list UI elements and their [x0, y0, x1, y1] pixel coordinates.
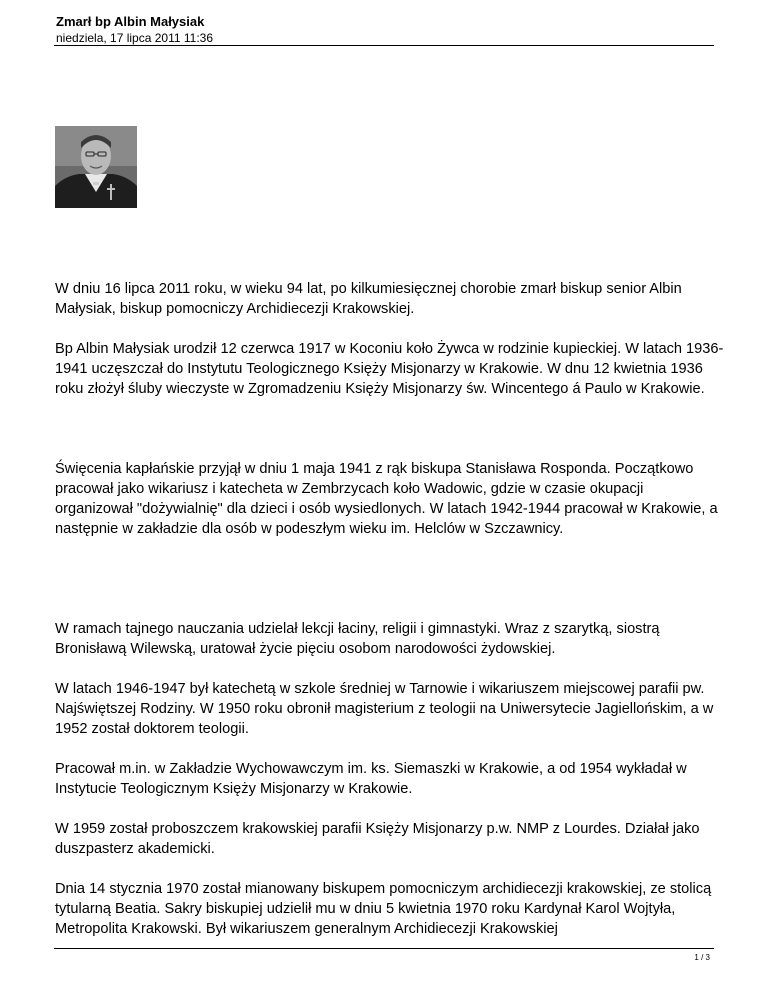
- paragraph-5: W latach 1946-1947 był katechetą w szkole średniej w Tarnowie i wikariuszem miejscowej parafii pw. Najświętszej Rodziny. W 1950 roku obronił magisterium z teologii na Uniwersytecie Jagiellońskim, a w 1952 został doktorem teologii.: [55, 681, 714, 737]
- page-header: [56, 14, 712, 46]
- paragraph-3: Święcenia kapłańskie przyjął w dniu 1 maja 1941 z rąk biskupa Stanisława Rosponda. Początkowo pracował jako wikariusz i katecheta w Zembrzycach koło Wadowic, gdzie w czasie okupacji organizował "dożywialnię" dla dzieci i osób wysiedlonych. W latach 1942-1944 pracował w Krakowie, a następnie w zakładzie dla osób w podeszłym wieku im. Helclów w Szczawnicy.: [55, 461, 718, 537]
- footer-divider: [54, 948, 714, 949]
- paragraph-2: Bp Albin Małysiak urodził 12 czerwca 1917 w Koconiu koło Żywca w rodzinie kupieckiej. W latach 1936-1941 uczęszczał do Instytutu Teologicznego Księży Misjonarzy w Krakowie. W dnu 12 kwietnia 1936 roku złożył śluby wieczyste w Zgromadzeniu Księży Misjonarzy św. Wincentego á Paulo w Krakowie.: [55, 341, 724, 397]
- portrait-photo-icon: [55, 126, 137, 208]
- paragraph-6: Pracował m.in. w Zakładzie Wychowawczym im. ks. Siemaszki w Krakowie, a od 1954 wykładał w Instytucie Teologicznym Księży Misjonarzy w Krakowie.: [55, 761, 687, 797]
- page-number: 1 / 3: [694, 953, 710, 962]
- paragraph-1: W dniu 16 lipca 2011 roku, w wieku 94 lat, po kilkumiesięcznej chorobie zmarł biskup senior Albin Małysiak, biskup pomocniczy Archidiecezji Krakowskiej.: [55, 281, 682, 317]
- paragraph-8: Dnia 14 stycznia 1970 został mianowany biskupem pomocniczym archidiecezji krakowskiej, ze stolicą tytularną Beatia. Sakry biskupiej udzielił mu w dniu 5 kwietnia 1970 roku Kardynał Karol Wojtyła, Metropolita Krakowski. Był wikariuszem generalnym Archidiecezji Krakowskiej: [55, 881, 712, 937]
- article-date: niedziela, 17 lipca 2011 11:36: [56, 31, 214, 45]
- paragraph-4: W ramach tajnego nauczania udzielał lekcji łaciny, religii i gimnastyki. Wraz z szarytką, siostrą Bronisławą Wilewską, uratował życie pięciu osobom narodowości żydowskiej.: [55, 621, 660, 657]
- portrait-photo: [55, 126, 137, 208]
- article-body: [55, 279, 725, 939]
- article-title: Zmarł bp Albin Małysiak: [56, 14, 205, 29]
- paragraph-7: W 1959 został proboszczem krakowskiej parafii Księży Misjonarzy p.w. NMP z Lourdes. Działał jako duszpasterz akademicki.: [55, 821, 700, 857]
- header-divider: [54, 45, 714, 46]
